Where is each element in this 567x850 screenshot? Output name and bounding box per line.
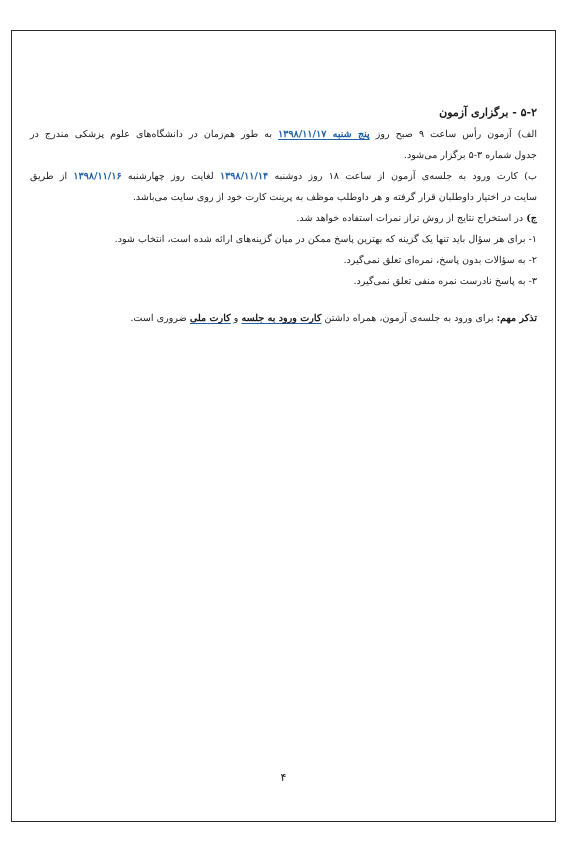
page-number: ۴ <box>280 771 287 784</box>
exam-day: پنج شنبه ۱۳۹۸/۱۱/۱۷ <box>278 129 370 140</box>
paragraph-alef-line1 <box>30 124 537 145</box>
be-part2: لغایت روز چهارشنبه <box>127 171 214 182</box>
be-part1: ب) کارت ورود به جلسه‌ی آزمون از ساعت ۱۸ روز دوشنبه <box>274 171 537 182</box>
important-note <box>30 308 537 329</box>
jim-label: ج) <box>526 213 537 224</box>
card-start-date: ۱۳۹۸/۱۱/۱۴ <box>219 171 269 182</box>
note-national-card: کارت ملی <box>189 313 231 324</box>
card-end-date: ۱۳۹۸/۱۱/۱۶ <box>73 171 122 182</box>
list-item-1: ۱- برای هر سؤال باید تنها یک گزینه که بهترین پاسخ ممکن در میان گزینه‌های ارائه شده است، انتخاب شود. <box>114 234 537 245</box>
note-text-1: برای ورود به جلسه‌ی آزمون، همراه داشتن <box>324 313 494 324</box>
paragraph-jim <box>30 208 537 229</box>
paragraph-alef-line2: جدول شماره ۳-۵ برگزار می‌شود. <box>403 150 537 161</box>
section-content <box>30 106 537 329</box>
list-item-2: ۲- به سؤالات بدون پاسخ، نمره‌ای تعلق نمی‌گیرد. <box>343 255 537 266</box>
alef-prefix: الف) آزمون رأس ساعت ۹ صبح روز <box>375 129 538 140</box>
note-text-3: ضروری است. <box>130 313 187 324</box>
jim-text: در استخراج نتایج از روش تراز نمرات استفاده خواهد شد. <box>296 213 524 224</box>
paragraph-be-line2: سایت در اختیار داوطلبان قرار گرفته و هر داوطلب موظف به پرینت کارت خود از روی سایت می‌باشد. <box>132 192 537 203</box>
note-text-2: و <box>233 313 239 324</box>
note-label: تذکر مهم: <box>496 313 537 324</box>
paragraph-be-line1 <box>30 166 537 187</box>
list-item-3: ۳- به پاسخ نادرست نمره منفی تعلق نمی‌گیرد. <box>353 276 537 287</box>
be-part3: از طریق <box>30 171 68 182</box>
note-entry-card: کارت ورود به جلسه <box>241 313 322 324</box>
section-heading: ۵-۲ - برگزاری آزمون <box>439 106 537 119</box>
alef-suffix: به طور هم‌زمان در دانشگاه‌های علوم پزشکی مندرج در <box>30 129 273 140</box>
